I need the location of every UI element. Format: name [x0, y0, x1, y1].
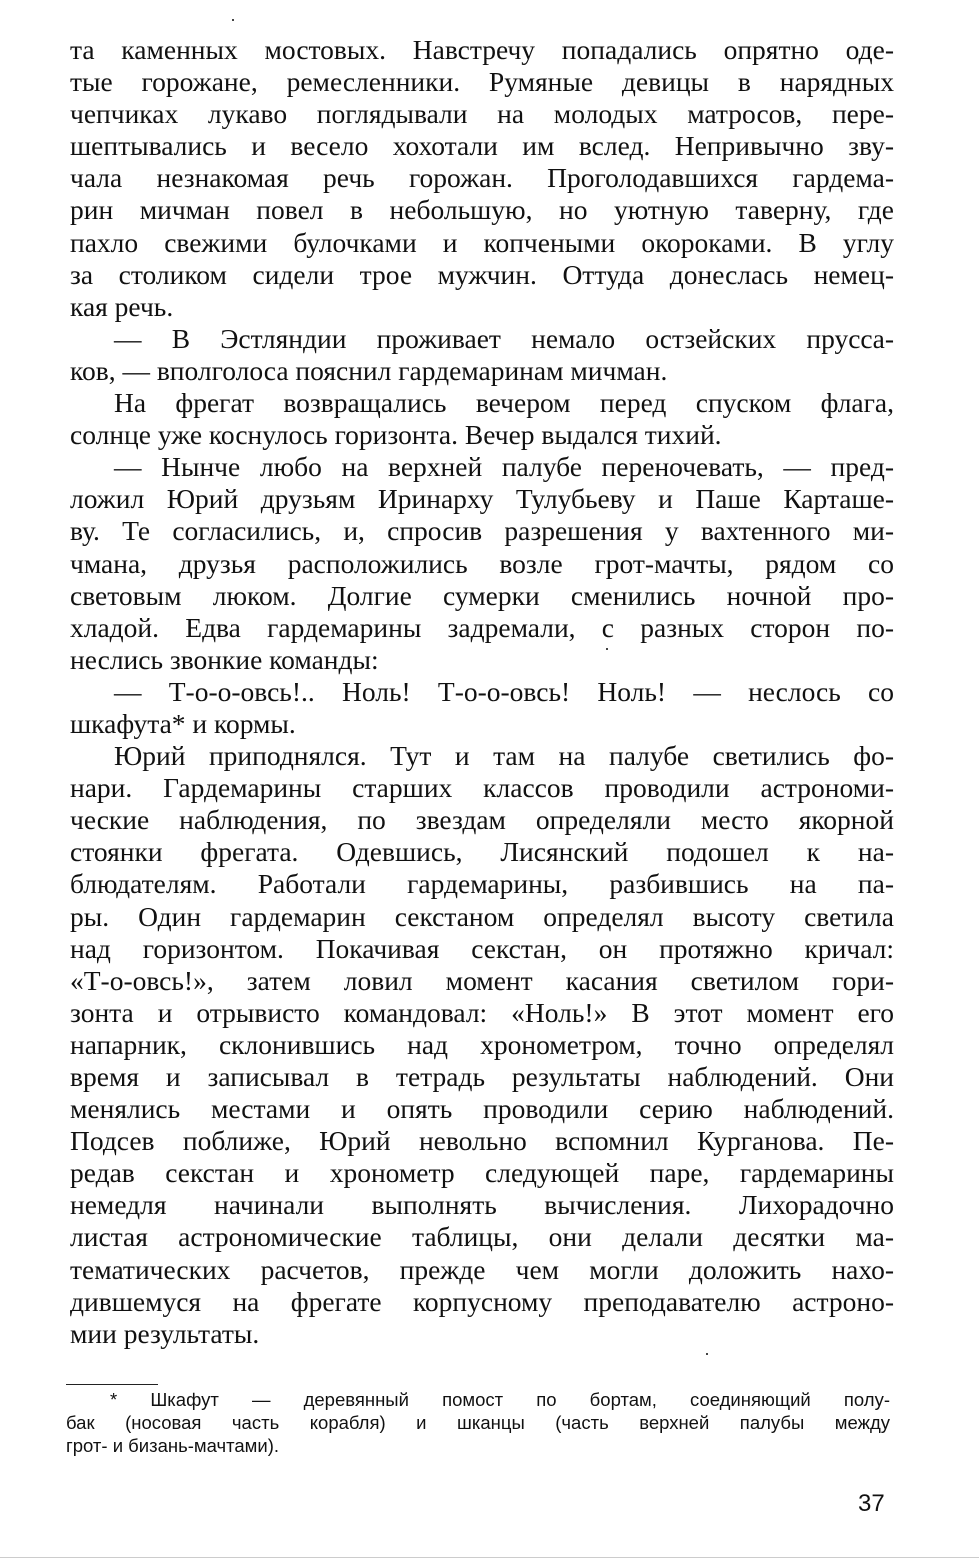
text-line: тые горожане, ремесленники. Румяные девицы в нарядных	[70, 66, 894, 98]
text-line: над горизонтом. Покачивая секстан, он протяжно кричал:	[70, 932, 894, 964]
text-line: немедля начинали выполнять вычисления. Лихорадочно	[70, 1189, 894, 1221]
text-line: хладой. Едва гардемарины задремали, с разных сторон по-	[70, 611, 894, 643]
text-line: чепчиках лукаво поглядывали на молодых матросов, пере-	[70, 98, 894, 130]
page-edge	[0, 1557, 979, 1558]
text-line: Подсев поближе, Юрий невольно вспомнил Курганова. Пе-	[70, 1125, 894, 1157]
text-line: шептывались и весело хохотали им вслед. Непривычно зву-	[70, 130, 894, 162]
footnote-separator	[66, 1384, 158, 1385]
text-line: стоянки фрегата. Одевшись, Лисянский подошел к на-	[70, 836, 894, 868]
speck	[706, 1353, 708, 1355]
paragraph	[70, 34, 894, 323]
body-text	[70, 34, 894, 1350]
text-line: — Т-о-о-овсь!.. Ноль! Т-о-о-овсь! Ноль! — неслось со	[114, 675, 894, 707]
text-line: световым люком. Долгие сумерки сменились ночной про-	[70, 579, 894, 611]
speck	[606, 648, 608, 650]
text-line: — Нынче любо на верхней палубе переночевать, — пред-	[114, 451, 894, 483]
text-line: рин мичман повел в небольшую, но уютную таверну, где	[70, 194, 894, 226]
text-line: «Т-о-овсь!», затем ловил момент касания светилом гори-	[70, 964, 894, 996]
text-line: неслись звонкие команды:	[70, 643, 379, 675]
text-line: листая астрономические таблицы, они делали десятки ма-	[70, 1221, 894, 1253]
text-line: за столиком сидели трое мужчин. Оттуда донеслась немец-	[70, 258, 894, 290]
text-line: пахло свежими булочками и копчеными окороками. В углу	[70, 226, 894, 258]
text-line: чала незнакомая речь горожан. Проголодавшихся гардема-	[70, 162, 894, 194]
paragraph	[70, 740, 894, 1350]
text-line: зонта и отрывисто командовал: «Ноль!» В этот момент его	[70, 996, 894, 1028]
text-line: чмана, друзья расположились возле грот-мачты, рядом со	[70, 547, 894, 579]
paragraph	[70, 676, 894, 740]
text-line: Юрий приподнялся. Тут и там на палубе светились фо-	[114, 740, 894, 772]
paragraph	[70, 451, 894, 676]
text-line: бак (носовая часть корабля) и шканцы (часть верхней палубы между	[66, 1412, 890, 1433]
footnote	[66, 1388, 890, 1457]
text-line: солнце уже коснулось горизонта. Вечер выдался тихий.	[70, 419, 722, 451]
text-line: нари. Гардемарины старших классов проводили астрономи-	[70, 772, 894, 804]
text-line: На фрегат возвращались вечером перед спуском флага,	[114, 387, 894, 419]
text-line: кая речь.	[70, 290, 174, 322]
paragraph	[70, 387, 894, 451]
text-line: менялись местами и опять проводили серию наблюдений.	[70, 1093, 894, 1125]
page-number: 37	[858, 1490, 885, 1517]
text-line: ву. Те согласились, и, спросив разрешения у вахтенного ми-	[70, 515, 894, 547]
text-line: мии результаты.	[70, 1317, 260, 1349]
text-line: время и записывал в тетрадь результаты наблюдений. Они	[70, 1061, 894, 1092]
text-line: редав секстан и хронометр следующей паре, гардемарины	[70, 1157, 894, 1189]
text-line: ры. Один гардемарин секстаном определял высоту светила	[70, 900, 894, 932]
text-line: шкафута* и кормы.	[70, 707, 296, 739]
text-line: ложил Юрий друзьям Иринарху Тулубьеву и Паше Карташе-	[70, 483, 894, 515]
text-line: напарник, склонившись над хронометром, точно определял	[70, 1028, 894, 1060]
text-line: дившемуся на фрегате корпусному преподавателю астроно-	[70, 1285, 894, 1317]
text-line: — В Эстляндии проживает немало остзейских пруссa-	[114, 322, 894, 354]
text-line: блюдателям. Работали гардемарины, разбившись на па-	[70, 868, 894, 900]
text-line: ков, — вполголоса пояснил гардемаринам мичман.	[70, 354, 668, 386]
text-line: та каменных мостовых. Навстречу попадались опрятно оде-	[70, 34, 894, 65]
text-line: тематических расчетов, прежде чем могли доложить нахо-	[70, 1253, 894, 1285]
text-line: ческие наблюдения, по звездам определяли место якорной	[70, 804, 894, 836]
paragraph	[70, 323, 894, 387]
text-line: * Шкафут — деревянный помост по бортам, соединяющий полу-	[110, 1389, 890, 1410]
text-line: грот- и бизань-мачтами).	[66, 1435, 280, 1456]
speck	[232, 19, 234, 21]
